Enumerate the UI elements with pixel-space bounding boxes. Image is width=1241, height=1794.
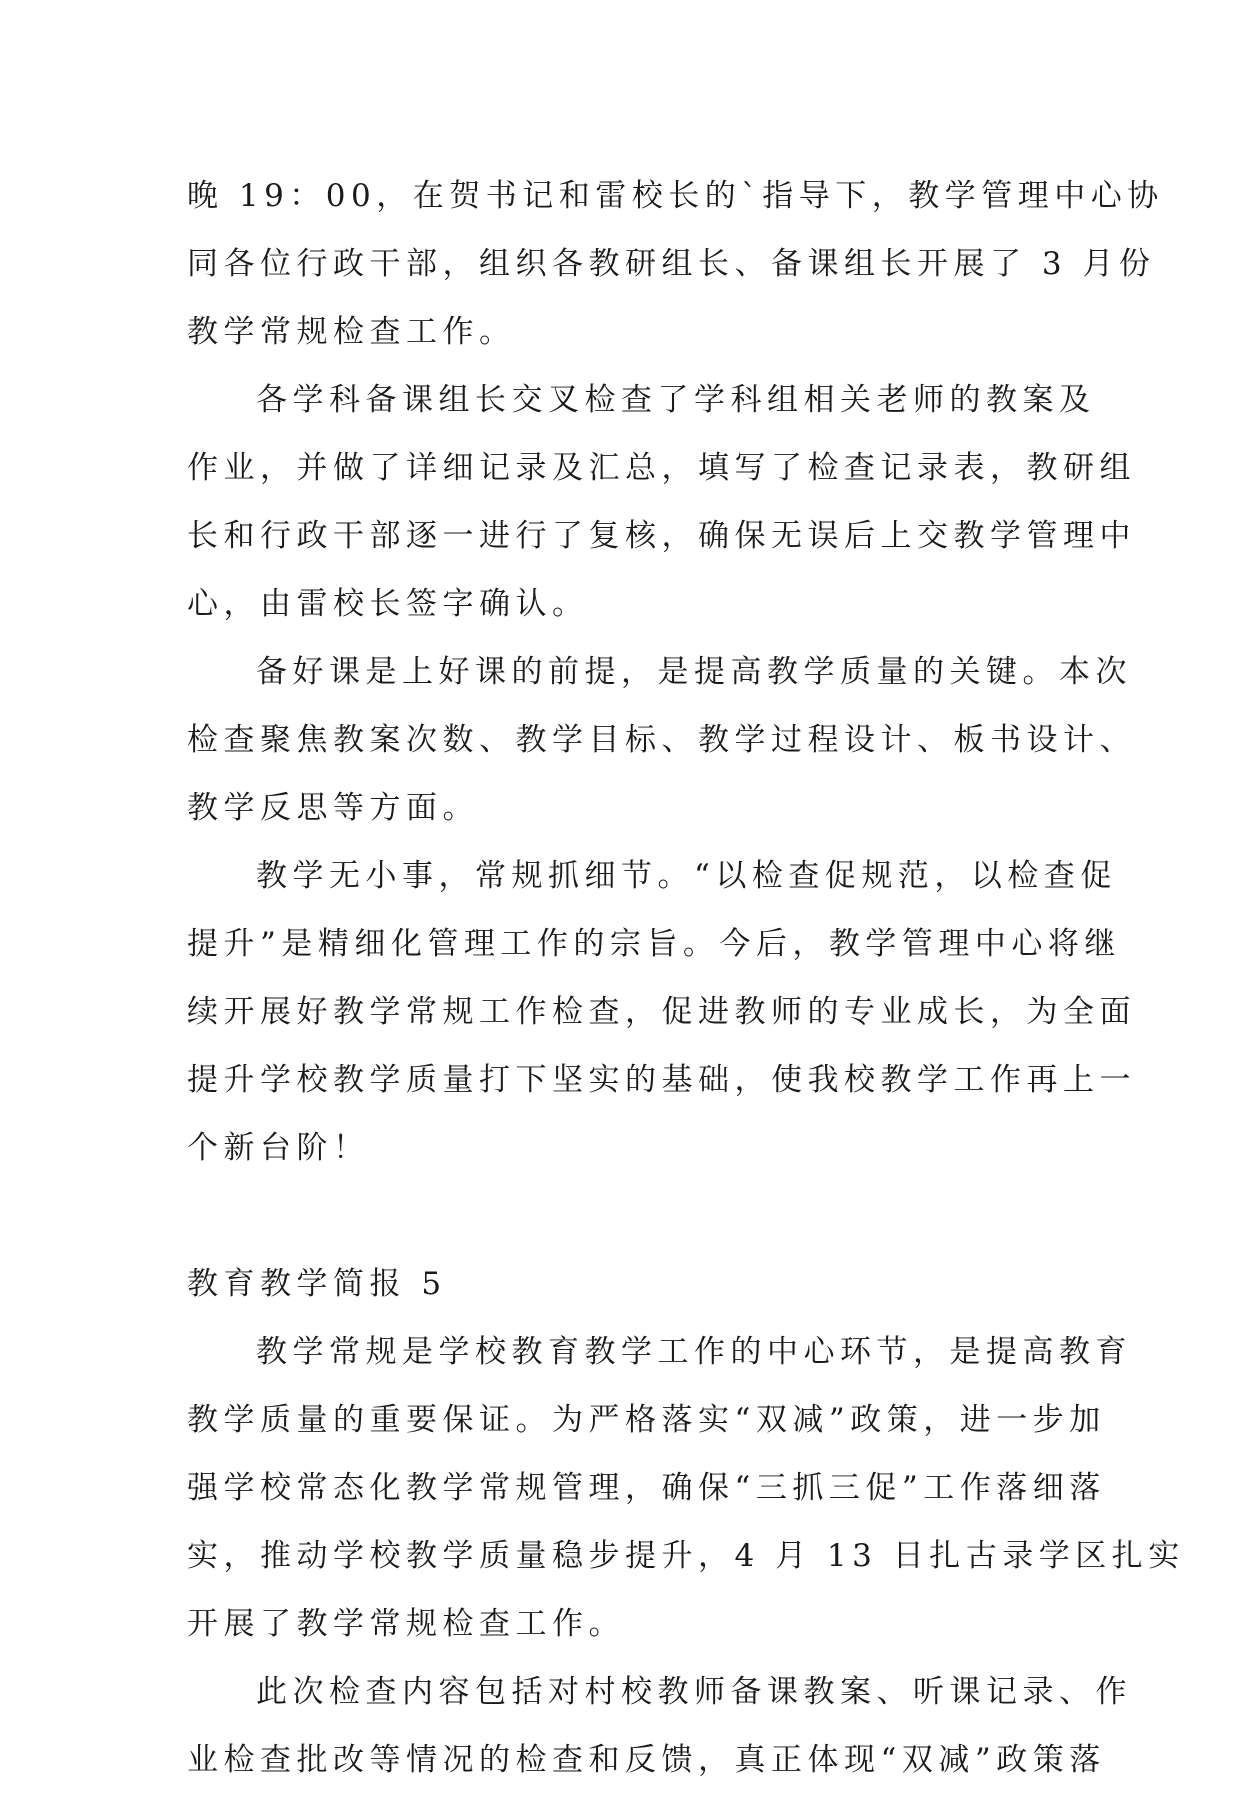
text-line: 同各位行政干部，组织各教研组长、备课组长开展了 3 月份: [187, 246, 1156, 282]
text-line: 续开展好教学常规工作检查，促进教师的专业成长，为全面: [187, 994, 1136, 1030]
text-line: 长和行政干部逐一进行了复核，确保无误后上交教学管理中: [187, 518, 1136, 554]
text-line: 开展了教学常规检查工作。: [187, 1606, 625, 1642]
text-line: 各学科备课组长交叉检查了学科组相关老师的教案及: [256, 382, 1096, 418]
text-line: 教学常规是学校教育教学工作的中心环节，是提高教育: [256, 1334, 1132, 1370]
section-heading: 教育教学简报 5: [187, 1266, 447, 1302]
document-body: [187, 162, 1185, 1794]
text-line: 业检查批改等情况的检查和反馈，真正体现“双减”政策落: [187, 1742, 1106, 1778]
text-line: 强学校常态化教学常规管理，确保“三抓三促”工作落细落: [187, 1470, 1106, 1506]
text-line: 提升”是精细化管理工作的宗旨。今后，教学管理中心将继: [187, 926, 1121, 962]
text-line: 检查聚焦教案次数、教学目标、教学过程设计、板书设计、: [187, 722, 1136, 758]
text-line: 个新台阶！: [187, 1130, 370, 1166]
text-line: 实，推动学校教学质量稳步提升，4 月 13 日扎古录学区扎实: [187, 1538, 1185, 1574]
paragraph-conclusion: [187, 842, 1136, 1182]
text-line: 作业，并做了详细记录及汇总，填写了检查记录表，教研组: [187, 450, 1136, 486]
text-line: 教学反思等方面。: [187, 790, 479, 826]
paragraph-inspection-content: [187, 1658, 1132, 1794]
text-line: 教学无小事，常规抓细节。“以检查促规范，以检查促: [256, 858, 1117, 894]
text-line: 晚 19：00，在贺书记和雷校长的`指导下，教学管理中心协: [187, 178, 1164, 214]
paragraph-cross-check: [187, 366, 1136, 638]
text-line: 提升学校教学质量打下坚实的基础，使我校教学工作再上一: [187, 1062, 1136, 1098]
text-line: 备好课是上好课的前提，是提高教学质量的关键。本次: [256, 654, 1132, 690]
paragraph-teaching-routine: [187, 1318, 1185, 1658]
text-line: 此次检查内容包括对村校教师备课教案、听课记录、作: [256, 1674, 1132, 1710]
paragraph-lesson-prep: [187, 638, 1136, 842]
text-line: 心，由雷校长签字确认。: [187, 586, 589, 622]
text-line: 教学常规检查工作。: [187, 314, 516, 350]
text-line: 教学质量的重要保证。为严格落实“双减”政策，进一步加: [187, 1402, 1106, 1438]
paragraph-meeting-intro: [187, 162, 1164, 366]
